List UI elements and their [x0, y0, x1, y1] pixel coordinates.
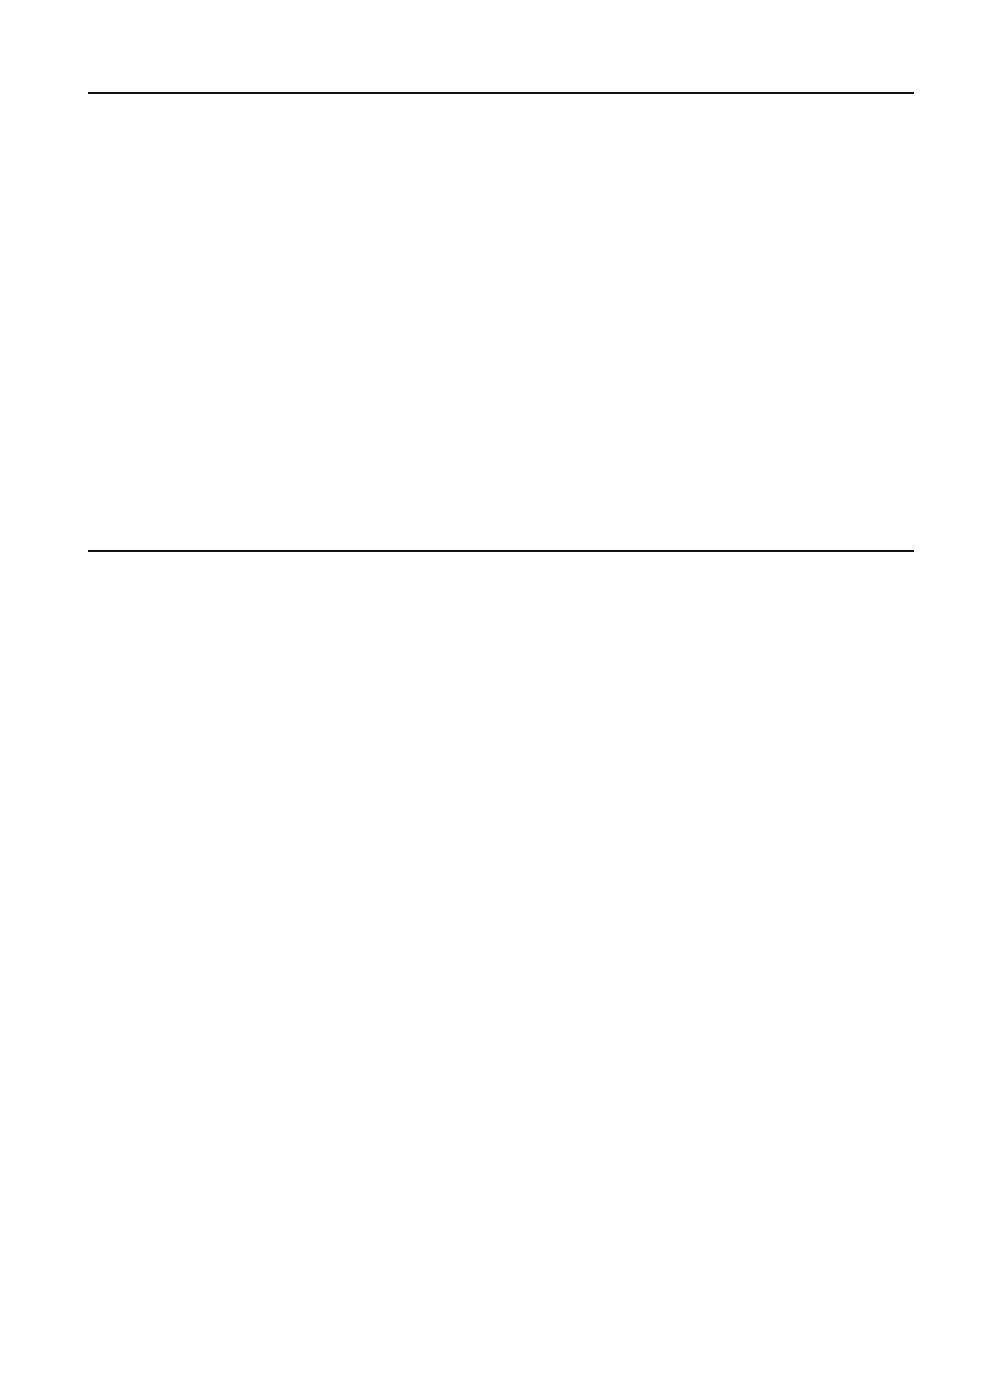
hadith-text [90, 110, 914, 530]
footnote-separator [88, 550, 914, 552]
commentary [90, 568, 914, 1278]
page-header [88, 52, 914, 94]
